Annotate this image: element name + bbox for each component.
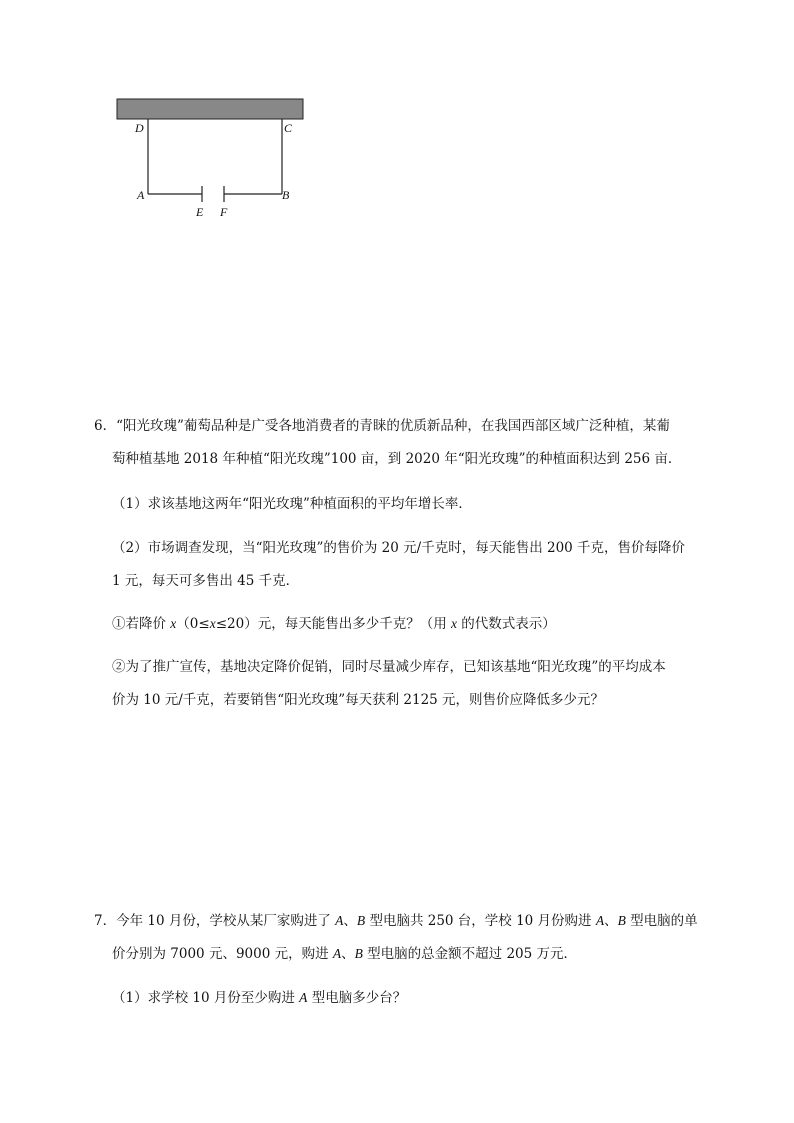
- q7-text: 、: [343, 913, 357, 929]
- q6-sub1-text-a: ①若降价: [112, 616, 171, 632]
- q7-text: 型电脑的总金额不超过 205 万元．: [362, 946, 578, 962]
- q7-line-1: [94, 911, 698, 931]
- var-a: A: [332, 946, 342, 961]
- q7-text: 今年 10 月份，学校从某厂家购进了: [116, 913, 336, 929]
- q6-part-2-line-2: 1 元，每天可多售出 45 千克．: [112, 573, 300, 589]
- var-x: x: [450, 616, 457, 631]
- wall: [117, 99, 303, 119]
- var-a: A: [299, 990, 308, 1005]
- q6-part-1: （1）求该基地这两年“阳光玫瑰”种植面积的平均年增长率．: [112, 496, 472, 512]
- q7-text: 、: [341, 946, 355, 962]
- var-a: A: [335, 913, 344, 928]
- label-f: F: [220, 205, 228, 219]
- q6-line-2: 萄种植基地 2018 年种植“阳光玫瑰”100 亩，到 2020 年“阳光玫瑰”的种植面积达到 256 亩．: [112, 451, 682, 467]
- q6-sub-2-line-1: ②为了推广宣传，基地决定降价促销，同时尽量减少库存，已知该基地“阳光玫瑰”的平均成本: [112, 659, 666, 675]
- q7-text: （1）求学校 10 月份至少购进: [112, 990, 300, 1006]
- q6-sub1-text-b: （0≤: [176, 616, 210, 632]
- label-d: D: [135, 121, 144, 135]
- q7-text: 型电脑共 250 台，学校 10 月份购进: [365, 913, 596, 929]
- q7-text: 型电脑的单: [625, 913, 698, 929]
- var-x: x: [170, 616, 177, 631]
- var-b: B: [617, 913, 626, 928]
- q7-number: 7．: [94, 913, 117, 929]
- q7-text: 、: [604, 913, 618, 929]
- geometry-figure: [110, 92, 320, 227]
- q6-line-1: [94, 416, 670, 436]
- fence-diagram: [110, 92, 320, 227]
- q6-sub1-text-d: 的代数式表示）: [456, 616, 556, 632]
- q6-text-1: “阳光玫瑰”葡萄品种是广受各地消费者的青睐的优质新品种，在我国西部区域广泛种植，某葡: [116, 418, 670, 434]
- var-x: x: [209, 616, 216, 631]
- var-a: A: [595, 913, 605, 928]
- q6-part-2-line-1: （2）市场调查发现，当“阳光玫瑰”的售价为 20 元/千克时，每天能售出 200 千克，售价每降价: [112, 540, 686, 556]
- q7-text: 价分别为 7000 元、9000 元，购进: [112, 946, 333, 962]
- var-b: B: [354, 946, 363, 961]
- var-b: B: [356, 913, 366, 928]
- q6-sub-1: [112, 614, 556, 634]
- label-c: C: [284, 121, 293, 135]
- q7-text: 型电脑多少台？: [307, 990, 407, 1006]
- q6-number: 6．: [94, 418, 117, 434]
- q7-part-1: [112, 988, 406, 1008]
- label-a: A: [137, 188, 145, 202]
- label-b: B: [282, 188, 290, 202]
- label-e: E: [196, 205, 204, 219]
- q6-sub-2-line-2: 价为 10 元/千克，若要销售“阳光玫瑰”每天获利 2125 元，则售价应降低多少元？: [112, 692, 605, 708]
- q6-sub1-text-c: ≤20）元，每天能售出多少千克？（用: [215, 616, 451, 632]
- q7-line-2: [112, 944, 577, 964]
